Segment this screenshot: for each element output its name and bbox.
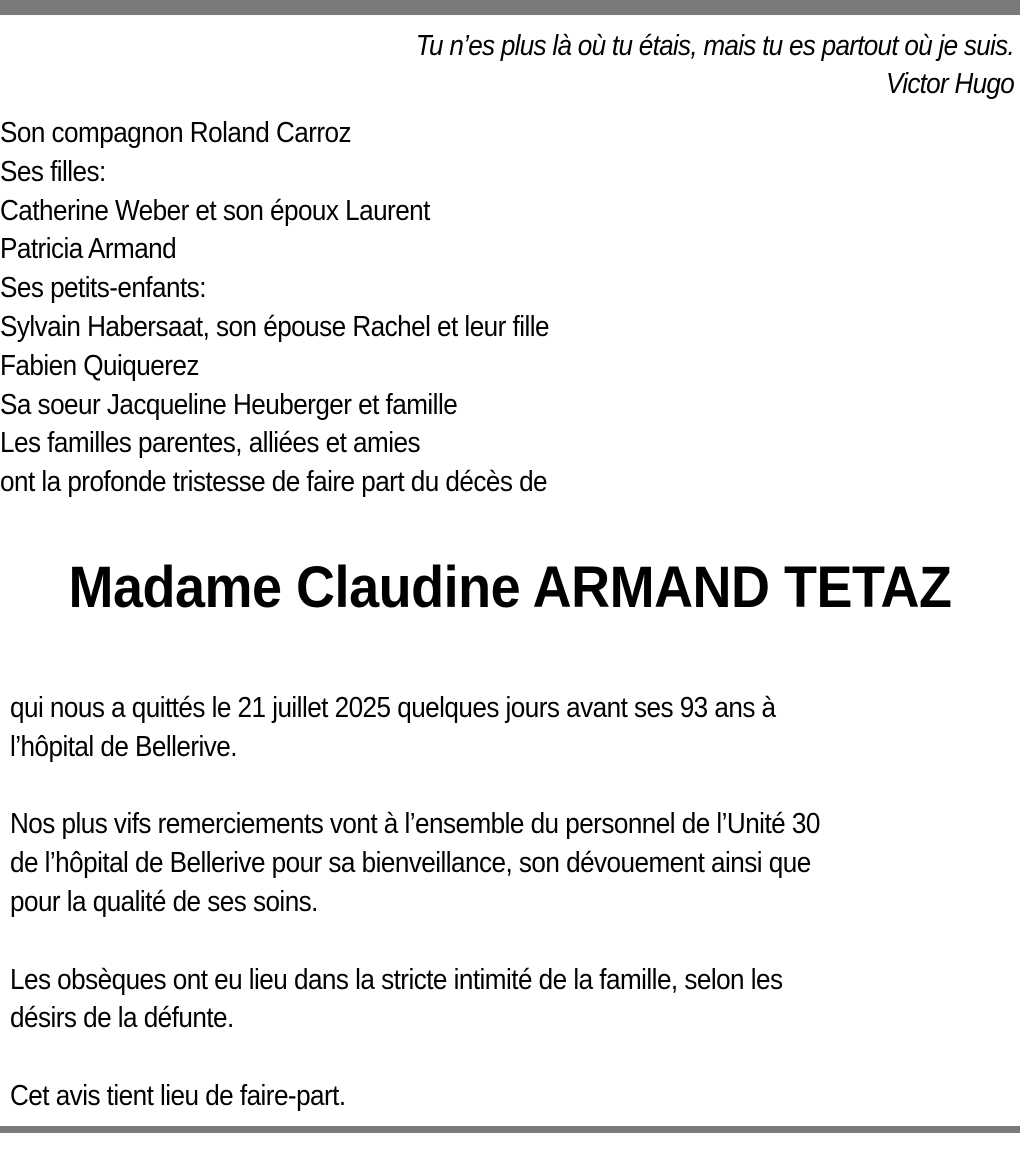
epigraph-quote [114, 27, 1014, 103]
top-divider [0, 0, 1020, 15]
family-line: Son compagnon Roland Carroz [0, 117, 352, 149]
paragraph-line: pour la qualité de ses soins. [10, 885, 318, 918]
announcement-body [10, 689, 820, 1155]
paragraph-death-notice [10, 689, 820, 767]
quote-text: Tu n’es plus là où tu étais, mais tu es partout où je suis. [415, 30, 1015, 62]
quote-author: Victor Hugo [886, 68, 1014, 100]
bottom-divider [0, 1126, 1020, 1133]
family-list [0, 114, 549, 502]
family-line: Ses petits-enfants: [0, 272, 206, 305]
paragraph-line: Les obsèques ont eu lieu dans la stricte intimité de la famille, selon les [10, 963, 783, 996]
family-line: Sa soeur Jacqueline Heuberger et famille [0, 388, 458, 421]
family-line: Ses filles: [0, 155, 106, 188]
family-line: Les familles parentes, alliées et amies [0, 427, 420, 460]
family-line: ont la profonde tristesse de faire part du décès de [0, 466, 548, 499]
family-line: Sylvain Habersaat, son épouse Rachel et leur fille [0, 310, 549, 343]
paragraph-line: Nos plus vifs remerciements vont à l’ensemble du personnel de l’Unité 30 [10, 808, 820, 841]
paragraph-line: désirs de la défunte. [10, 1002, 234, 1035]
paragraph-closing [10, 1077, 820, 1116]
paragraph-funeral [10, 961, 820, 1039]
paragraph-line: qui nous a quittés le 21 juillet 2025 quelques jours avant ses 93 ans à [10, 692, 776, 724]
paragraph-line: Cet avis tient lieu de faire-part. [10, 1079, 346, 1112]
family-line: Patricia Armand [0, 233, 177, 266]
family-line: Catherine Weber et son époux Laurent [0, 194, 430, 227]
paragraph-thanks [10, 805, 820, 921]
family-line: Fabien Quiquerez [0, 349, 199, 382]
deceased-name: Madame Claudine ARMAND TETAZ [68, 555, 952, 620]
paragraph-line: l’hôpital de Bellerive. [10, 730, 237, 763]
paragraph-line: de l’hôpital de Bellerive pour sa bienveillance, son dévouement ainsi que [10, 847, 811, 880]
